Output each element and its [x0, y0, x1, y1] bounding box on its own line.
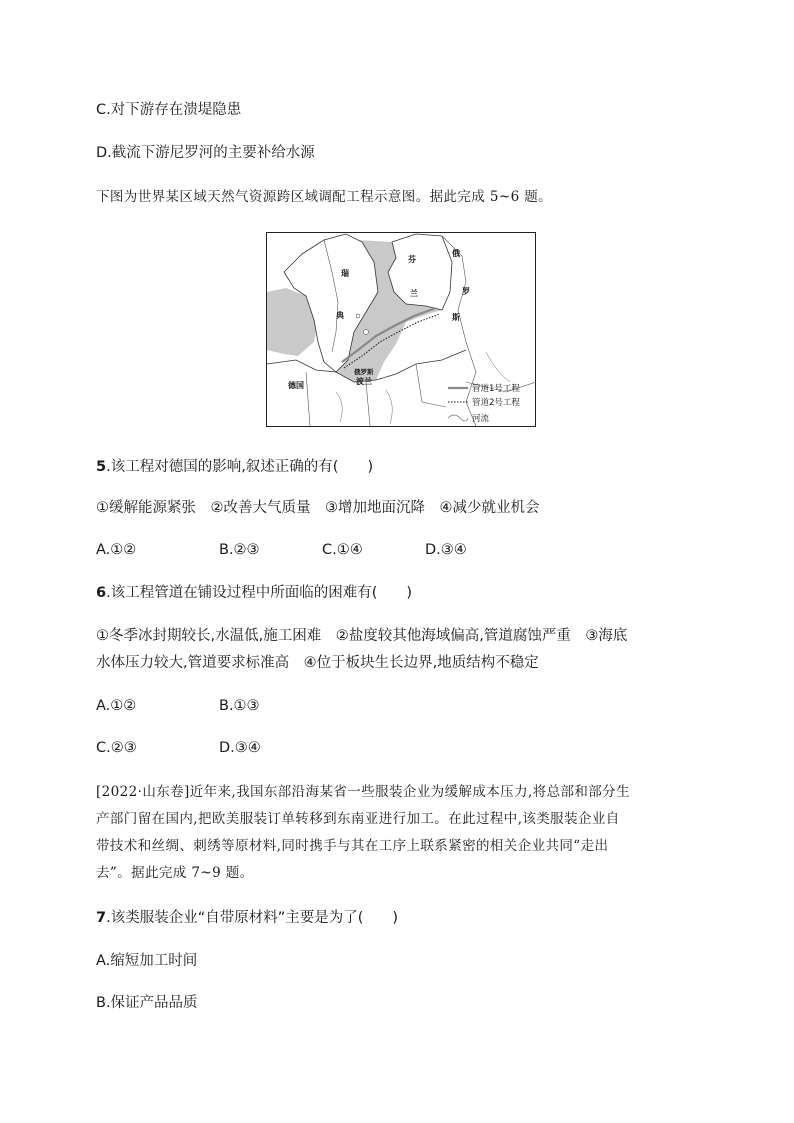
q7-option-a: A.缩短加工时间 — [96, 953, 198, 969]
q5-option-d: D.③④ — [425, 542, 467, 558]
q5-option-c: C.①④ — [322, 542, 363, 558]
q6-option-d: D.③④ — [219, 740, 261, 756]
q6-items-line1: ①冬季冰封期较长,水温低,施工困难 ②盐度较其他海域偏高,管道腐蚀严重 ③海底 — [96, 628, 628, 644]
legend-river: 河流 — [472, 414, 490, 424]
gas-pipeline-map — [266, 232, 536, 427]
label-poland: 波兰 — [356, 377, 372, 386]
label-sweden-2: 典 — [336, 311, 344, 320]
label-russia-1: 俄 — [452, 249, 460, 258]
label-sweden-1: 瑞 — [341, 269, 349, 278]
label-russia-2: 罗 — [462, 287, 470, 296]
q7-stem — [96, 908, 398, 928]
intro-7-9-line3: 带技术和丝绸、刺绣等原材料,同时携手与其在工序上联系紧密的相关企业共同“走出 — [96, 838, 609, 854]
q4-option-d: D.截流下游尼罗河的主要补给水源 — [96, 145, 315, 161]
q6-stem-text: .该工程管道在铺设过程中所面临的困难有( ) — [106, 585, 413, 601]
q7-stem-text: .该类服装企业“自带原材料”主要是为了( ) — [106, 910, 399, 926]
q5-option-b: B.②③ — [219, 542, 260, 558]
label-germany: 德国 — [288, 381, 304, 390]
label-finland-2: 兰 — [410, 289, 418, 298]
intro-7-9-line2: 产部门留在国内,把欧美服装订单转移到东南亚进行加工。在此过程中,该类服装企业自 — [96, 811, 620, 827]
q7-number: 7 — [96, 910, 107, 926]
label-russia-small: 俄罗斯 — [354, 368, 374, 376]
q4-option-c: C.对下游存在溃堤隐患 — [96, 102, 242, 118]
legend-pipe1: 管道1号工程 — [472, 384, 520, 394]
q5-option-a: A.①② — [96, 542, 137, 558]
intro-7-9-line1: [2022·山东卷]近年来,我国东部沿海某省一些服装企业为缓解成本压力,将总部和部分生 — [96, 784, 630, 800]
q5-stem-text: .该工程对德国的影响,叙述正确的有( ) — [106, 459, 374, 475]
q6-stem — [96, 583, 412, 603]
intro-7-9-line4: 去”。据此完成 7~9 题。 — [96, 865, 254, 881]
q6-option-b: B.①③ — [219, 698, 260, 714]
label-russia-3: 斯 — [452, 313, 460, 322]
q5-number: 5 — [96, 459, 107, 475]
q6-items-line2: 水体压力较大,管道要求标准高 ④位于板块生长边界,地质结构不稳定 — [96, 655, 539, 671]
q5-items: ①缓解能源紧张 ②改善大气质量 ③增加地面沉降 ④减少就业机会 — [96, 500, 540, 516]
q7-option-b: B.保证产品品质 — [96, 995, 198, 1011]
intro-5-6: 下图为世界某区域天然气资源跨区域调配工程示意图。据此完成 5~6 题。 — [96, 189, 553, 205]
q6-option-c: C.②③ — [96, 740, 137, 756]
q5-stem — [96, 457, 373, 477]
q6-option-a: A.①② — [96, 698, 137, 714]
label-finland-1: 芬 — [408, 255, 416, 264]
q6-number: 6 — [96, 585, 107, 601]
legend-pipe2: 管道2号工程 — [472, 398, 520, 408]
